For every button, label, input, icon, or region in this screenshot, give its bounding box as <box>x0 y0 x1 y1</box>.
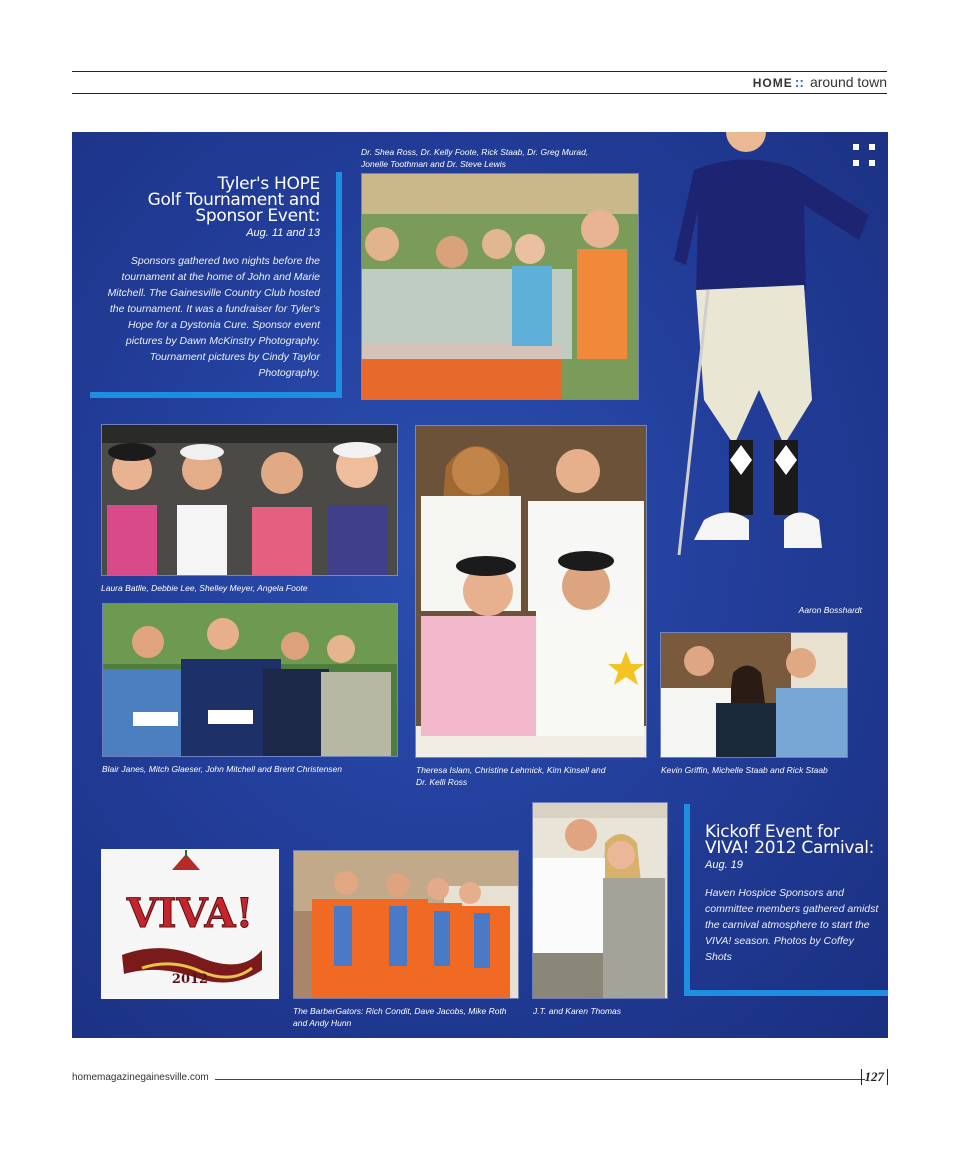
caption-golfer: Aaron Bosshardt <box>798 605 862 615</box>
header-rule-top <box>72 71 887 72</box>
photo-couple <box>532 802 668 999</box>
caption-four-men: Blair Janes, Mitch Glaeser, John Mitchell and Brent Christensen <box>102 764 343 774</box>
footer-rule <box>215 1079 865 1080</box>
tylers-hope-date: Aug. 11 and 13 <box>246 227 320 239</box>
photo-viva-logo <box>101 849 279 999</box>
viva-logo-text: VIVA! <box>126 890 254 937</box>
viva-title-2: VIVA! 2012 Carnival: <box>705 838 875 858</box>
tylers-hope-block <box>92 176 320 381</box>
caption-four-women: Theresa Islam, Christine Lehmick, Kim Kinsell and Dr. Kelli Ross <box>416 765 606 787</box>
viva-body: Haven Hospice Sponsors and committee members gathered amidst the carnival atmosphere to start the VIVA! season. Photos by Coffey Shots <box>705 887 879 963</box>
tylers-hope-body: Sponsors gathered two nights before the tournament at the home of John and Marie Mitchell. The Gainesville Country Club hosted the tournament. It was a fundraiser for Tyler's Hope for a Dystonia Cure. Sponsor event pictures by Dawn McKinstry Photography. Tournament pictures by Cindy Taylor Photography. <box>107 255 320 379</box>
viva-block <box>705 824 880 965</box>
tylers-hope-title-3: Sponsor Event: <box>195 206 320 226</box>
accent-bar-horizontal <box>90 392 342 398</box>
accent-bar-horizontal-viva <box>684 990 888 996</box>
tylers-hope-title-1: Tyler's HOPE <box>217 174 320 194</box>
feature-panel <box>72 132 888 1038</box>
viva-date: Aug. 19 <box>705 859 743 871</box>
accent-bar-vertical-viva <box>684 804 690 996</box>
photo-four-women <box>415 425 647 758</box>
header-separator: :: <box>794 74 805 90</box>
section-header <box>753 74 887 90</box>
caption-three-people: Kevin Griffin, Michelle Staab and Rick Staab <box>661 765 828 775</box>
photo-barbergators <box>293 850 519 999</box>
caption-golf-cart: Dr. Shea Ross, Dr. Kelly Foote, Rick Staab, Dr. Greg Murad, Jonelle Toothman and Dr. Steve Lewis <box>361 147 589 169</box>
caption-barbergators: The BarberGators: Rich Condit, Dave Jacobs, Mike Roth and Andy Hunn <box>293 1006 507 1028</box>
header-rule-bottom <box>72 93 887 94</box>
viva-title-1: Kickoff Event for <box>705 822 840 842</box>
caption-couple: J.T. and Karen Thomas <box>533 1006 622 1016</box>
tylers-hope-title-2: Golf Tournament and <box>147 190 320 210</box>
accent-bar-vertical <box>336 172 342 398</box>
photo-golf-cart <box>361 173 639 400</box>
caption-women-cart: Laura Batlle, Debbie Lee, Shelley Meyer, Angela Foote <box>101 583 308 593</box>
section-label: around town <box>809 74 887 90</box>
photo-women-cart <box>101 424 398 576</box>
brand-label: HOME <box>752 76 793 90</box>
photo-three-people <box>660 632 848 758</box>
footer-url[interactable]: homemagazinegainesville.com <box>72 1072 209 1083</box>
photo-golfer <box>634 132 884 600</box>
viva-logo-year: 2012 <box>171 972 209 987</box>
photo-four-men <box>102 603 398 757</box>
page-number: 127 <box>861 1069 889 1085</box>
